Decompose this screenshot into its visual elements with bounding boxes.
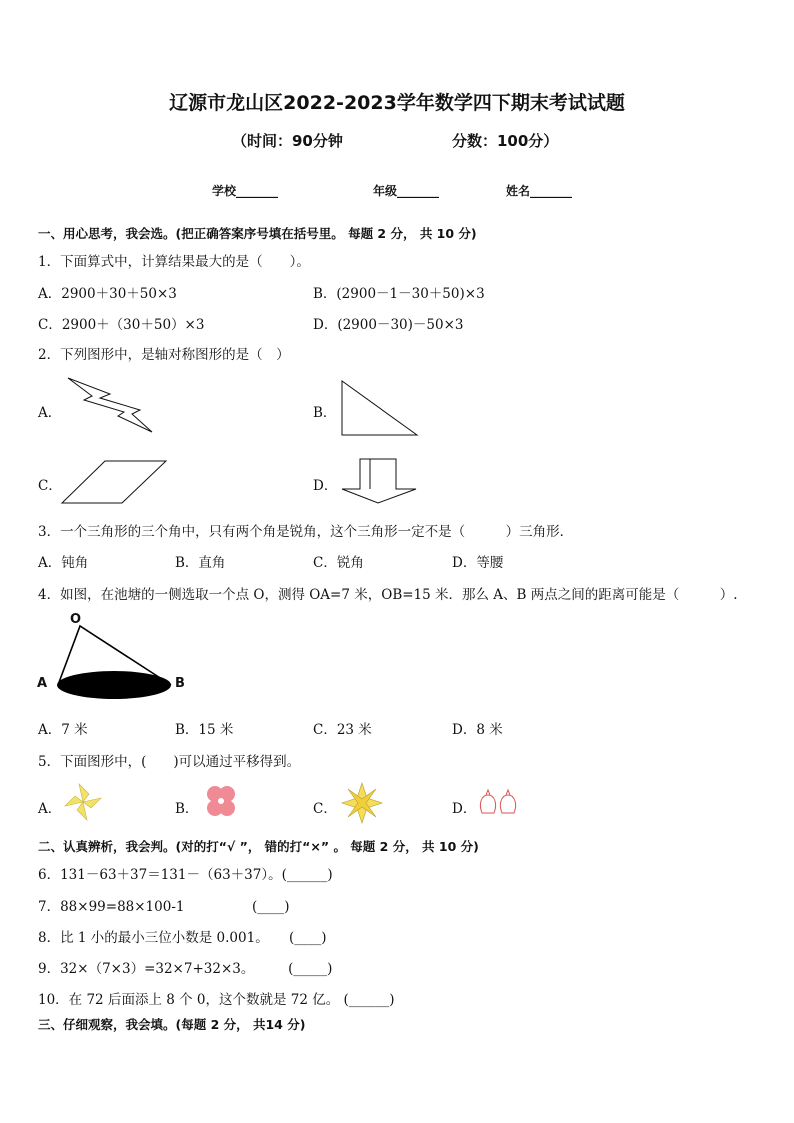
exam-score: 分数：100分） bbox=[452, 132, 559, 150]
q3-stem: 3．一个三角形的三个角中，只有两个角是锐角，这个三角形一定不是（ ）三角形． bbox=[38, 524, 574, 540]
point-a-label: A bbox=[37, 676, 48, 691]
q1-stem: 1．下面算式中，计算结果最大的是（ ）。 bbox=[38, 254, 310, 270]
q3-option-b: B．直角 bbox=[175, 555, 226, 571]
pinwheel-icon bbox=[62, 781, 104, 823]
q8-statement: 8．比 1 小的最小三位小数是 0.001。 (____) bbox=[38, 930, 327, 946]
right-triangle-icon bbox=[340, 379, 420, 437]
q2-option-b: B． bbox=[313, 405, 337, 421]
lightning-icon bbox=[62, 376, 156, 434]
q2-stem: 2．下列图形中，是轴对称图形的是（ ） bbox=[38, 347, 290, 363]
section-2-heading: 二、认真辨析，我会判。(对的打“√ ”， 错的打“×” 。 每题 2 分， 共 10 分) bbox=[38, 839, 479, 854]
q5-option-b: B． bbox=[175, 801, 199, 817]
down-arrow-icon bbox=[340, 457, 418, 505]
windmill-star-icon bbox=[340, 781, 384, 825]
q1-option-c: C．2900＋（30＋50）×3 bbox=[38, 317, 205, 333]
name-field: 姓名_______ bbox=[506, 184, 573, 198]
q3-option-d: D．等腰 bbox=[452, 555, 504, 571]
q2-option-d: D． bbox=[313, 478, 338, 494]
q4-option-c: C．23 米 bbox=[313, 722, 372, 738]
q4-option-d: D．8 米 bbox=[452, 722, 503, 738]
q7-statement: 7．88×99=88×100-1 (____) bbox=[38, 899, 290, 915]
q4-option-b: B．15 米 bbox=[175, 722, 234, 738]
q4-stem: 4．如图，在池塘的一侧选取一个点 O，测得 OA=7 米，OB=15 米．那么 A、B 两点之间的距离可能是（ ）. bbox=[38, 587, 738, 603]
q1-option-d: D．(2900－30)－50×3 bbox=[313, 317, 464, 333]
point-o-label: O bbox=[70, 612, 82, 627]
school-field: 学校_______ bbox=[212, 184, 279, 198]
point-b-label: B bbox=[175, 676, 185, 691]
page-title: 辽源市龙山区2022-2023学年数学四下期末考试试题 bbox=[169, 92, 625, 114]
grade-field: 年级_______ bbox=[373, 184, 440, 198]
flower-icon bbox=[200, 781, 242, 823]
q5-stem: 5．下面图形中，( )可以通过平移得到。 bbox=[38, 754, 301, 770]
exam-time: （时间：90分钟 bbox=[232, 132, 343, 150]
q6-statement: 6．131－63＋37＝131－（63＋37）。(______) bbox=[38, 867, 333, 883]
q2-option-c: C． bbox=[38, 478, 62, 494]
q5-option-d: D． bbox=[452, 801, 477, 817]
section-1-heading: 一、用心思考，我会选。(把正确答案序号填在括号里。 每题 2 分， 共 10 分) bbox=[38, 226, 477, 241]
q5-option-c: C． bbox=[313, 801, 337, 817]
q4-option-a: A．7 米 bbox=[38, 722, 88, 738]
q5-option-a: A． bbox=[38, 801, 62, 817]
q2-option-a: A． bbox=[38, 405, 62, 421]
q10-statement: 10．在 72 后面添上 8 个 0，这个数就是 72 亿。 (______) bbox=[38, 992, 395, 1008]
q3-option-a: A．钝角 bbox=[38, 555, 89, 571]
q3-option-c: C．锐角 bbox=[313, 555, 364, 571]
q1-option-b: B．(2900－1－30＋50)×3 bbox=[313, 286, 485, 302]
q1-option-a: A．2900＋30＋50×3 bbox=[38, 286, 177, 302]
pond-figure bbox=[36, 610, 196, 702]
section-3-heading: 三、仔细观察，我会填。(每题 2 分， 共14 分) bbox=[38, 1017, 306, 1032]
chicks-icon bbox=[476, 785, 526, 821]
q9-statement: 9．32×（7×3）=32×7+32×3。 (_____) bbox=[38, 961, 333, 977]
parallelogram-icon bbox=[60, 459, 168, 505]
